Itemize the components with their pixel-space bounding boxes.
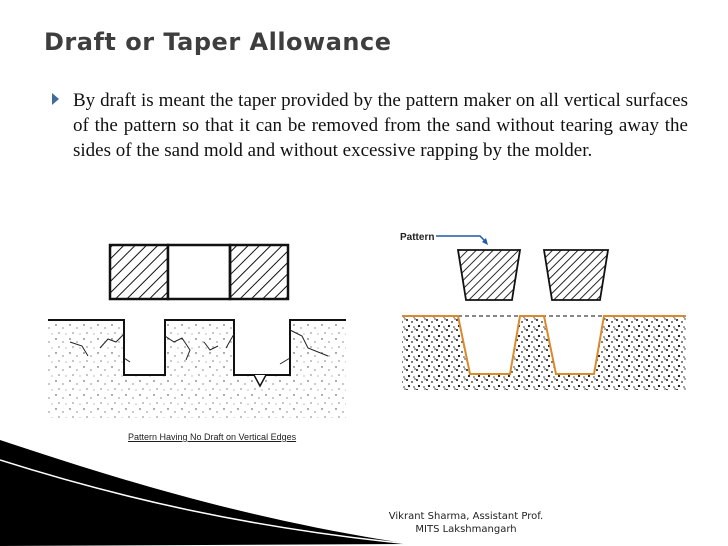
footer xyxy=(366,510,566,536)
tapered-patterns xyxy=(458,250,608,300)
arrow-icon xyxy=(436,236,486,242)
decorative-swoosh xyxy=(0,440,420,546)
triangle-bullet-icon xyxy=(52,93,59,105)
footer-institute: MITS Lakshmangarh xyxy=(415,524,517,535)
draft-figure xyxy=(396,228,696,398)
sand-mold-with-draft xyxy=(402,316,686,390)
pattern-blocks xyxy=(110,245,288,299)
sand-mold xyxy=(48,320,346,418)
no-draft-caption: Pattern Having No Draft on Vertical Edges xyxy=(128,432,297,442)
pattern-label: Pattern xyxy=(400,232,435,243)
bullet-item xyxy=(52,88,688,163)
footer-author: Vikrant Sharma, Assistant Prof. xyxy=(388,511,544,522)
slide-title: Draft or Taper Allowance xyxy=(44,28,392,56)
bullet-text: By draft is meant the taper provided by the pattern maker on all vertical surfaces of the pattern so that it can be removed from the sand without tearing away the sides of the sand mold and without excessive rapping by the molder. xyxy=(73,90,688,161)
no-draft-figure xyxy=(40,238,352,428)
